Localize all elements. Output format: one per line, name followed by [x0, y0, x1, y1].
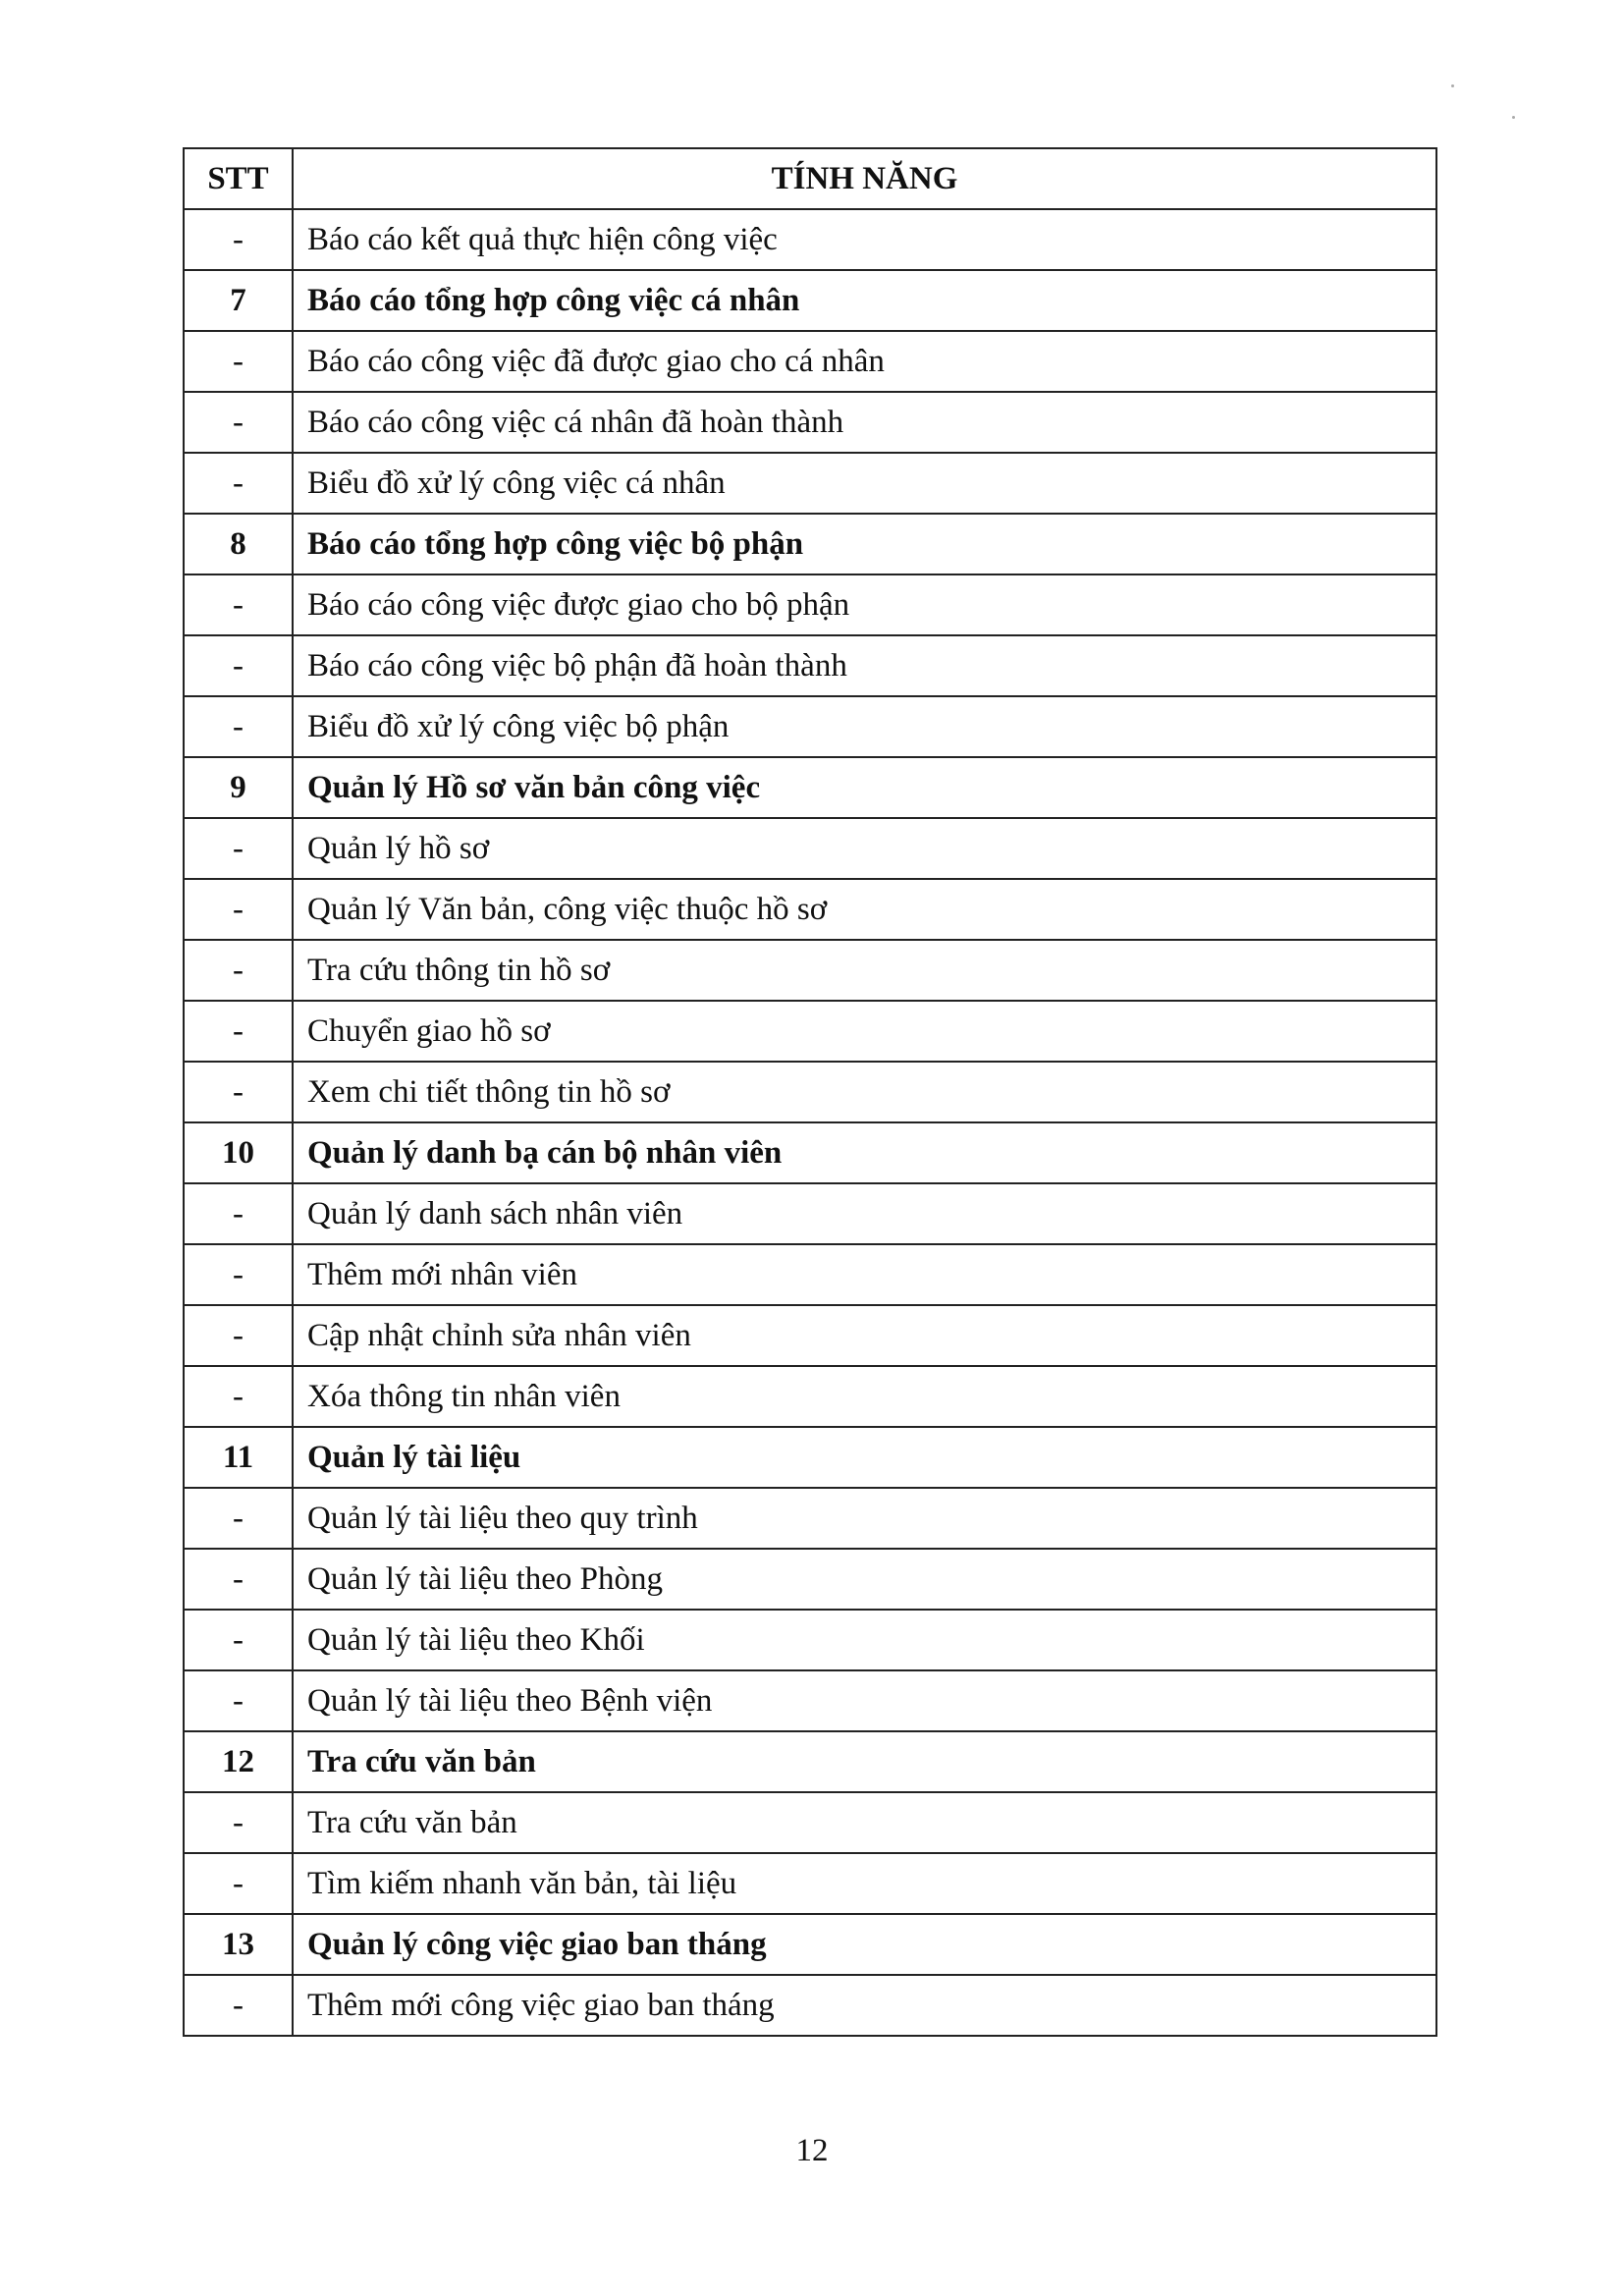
- section-row: [184, 1122, 1436, 1183]
- row-stt: -: [184, 818, 293, 879]
- row-stt: 10: [184, 1122, 293, 1183]
- row-stt: -: [184, 635, 293, 696]
- table-header-row: [184, 148, 1436, 209]
- row-stt: -: [184, 696, 293, 757]
- table-row: [184, 635, 1436, 696]
- row-stt: -: [184, 879, 293, 940]
- section-row: [184, 1427, 1436, 1488]
- table-row: [184, 1305, 1436, 1366]
- scan-speck: [1512, 116, 1515, 119]
- row-stt: 9: [184, 757, 293, 818]
- row-stt: -: [184, 1549, 293, 1610]
- row-feature: Báo cáo tổng hợp công việc bộ phận: [293, 514, 1436, 574]
- table-row: [184, 1183, 1436, 1244]
- header-feature: TÍNH NĂNG: [293, 148, 1436, 209]
- row-feature: Biểu đồ xử lý công việc cá nhân: [293, 453, 1436, 514]
- row-feature: Biểu đồ xử lý công việc bộ phận: [293, 696, 1436, 757]
- row-stt: 12: [184, 1731, 293, 1792]
- row-feature: Quản lý Văn bản, công việc thuộc hồ sơ: [293, 879, 1436, 940]
- row-feature: Quản lý danh bạ cán bộ nhân viên: [293, 1122, 1436, 1183]
- table-row: [184, 1610, 1436, 1670]
- row-feature: Quản lý danh sách nhân viên: [293, 1183, 1436, 1244]
- scan-speck: [1451, 84, 1454, 87]
- row-feature: Báo cáo kết quả thực hiện công việc: [293, 209, 1436, 270]
- row-feature: Quản lý tài liệu theo Bệnh viện: [293, 1670, 1436, 1731]
- row-stt: -: [184, 331, 293, 392]
- table-row: [184, 818, 1436, 879]
- section-row: [184, 757, 1436, 818]
- table-row: [184, 331, 1436, 392]
- table-row: [184, 1670, 1436, 1731]
- row-feature: Báo cáo công việc bộ phận đã hoàn thành: [293, 635, 1436, 696]
- row-feature: Xóa thông tin nhân viên: [293, 1366, 1436, 1427]
- row-stt: -: [184, 209, 293, 270]
- row-stt: 8: [184, 514, 293, 574]
- section-row: [184, 514, 1436, 574]
- table-row: [184, 1001, 1436, 1062]
- row-stt: -: [184, 1001, 293, 1062]
- row-feature: Tra cứu văn bản: [293, 1792, 1436, 1853]
- row-feature: Quản lý tài liệu: [293, 1427, 1436, 1488]
- row-feature: Tìm kiếm nhanh văn bản, tài liệu: [293, 1853, 1436, 1914]
- table-row: [184, 1549, 1436, 1610]
- table-row: [184, 1488, 1436, 1549]
- row-stt: -: [184, 453, 293, 514]
- table-row: [184, 1062, 1436, 1122]
- table-row: [184, 879, 1436, 940]
- table-row: [184, 1975, 1436, 2036]
- row-stt: -: [184, 1366, 293, 1427]
- table-row: [184, 1792, 1436, 1853]
- row-stt: -: [184, 574, 293, 635]
- row-feature: Tra cứu thông tin hồ sơ: [293, 940, 1436, 1001]
- row-stt: -: [184, 1183, 293, 1244]
- row-feature: Thêm mới nhân viên: [293, 1244, 1436, 1305]
- table-row: [184, 1366, 1436, 1427]
- table-row: [184, 209, 1436, 270]
- row-stt: -: [184, 1610, 293, 1670]
- table-row: [184, 940, 1436, 1001]
- row-stt: -: [184, 1305, 293, 1366]
- row-feature: Cập nhật chỉnh sửa nhân viên: [293, 1305, 1436, 1366]
- row-feature: Báo cáo công việc cá nhân đã hoàn thành: [293, 392, 1436, 453]
- row-stt: 11: [184, 1427, 293, 1488]
- row-stt: -: [184, 392, 293, 453]
- table-row: [184, 453, 1436, 514]
- row-feature: Quản lý hồ sơ: [293, 818, 1436, 879]
- row-feature: Báo cáo công việc đã được giao cho cá nhân: [293, 331, 1436, 392]
- table-row: [184, 1244, 1436, 1305]
- section-row: [184, 1731, 1436, 1792]
- page-number: 12: [795, 2133, 829, 2168]
- row-feature: Tra cứu văn bản: [293, 1731, 1436, 1792]
- row-feature: Báo cáo tổng hợp công việc cá nhân: [293, 270, 1436, 331]
- row-feature: Quản lý tài liệu theo Phòng: [293, 1549, 1436, 1610]
- features-table: [183, 147, 1437, 2037]
- row-stt: -: [184, 1670, 293, 1731]
- row-feature: Quản lý tài liệu theo Khối: [293, 1610, 1436, 1670]
- section-row: [184, 270, 1436, 331]
- row-stt: 13: [184, 1914, 293, 1975]
- row-feature: Chuyển giao hồ sơ: [293, 1001, 1436, 1062]
- row-feature: Quản lý Hồ sơ văn bản công việc: [293, 757, 1436, 818]
- table-row: [184, 696, 1436, 757]
- row-feature: Báo cáo công việc được giao cho bộ phận: [293, 574, 1436, 635]
- row-stt: -: [184, 1792, 293, 1853]
- row-stt: -: [184, 1853, 293, 1914]
- row-feature: Thêm mới công việc giao ban tháng: [293, 1975, 1436, 2036]
- table-row: [184, 574, 1436, 635]
- header-stt: STT: [184, 148, 293, 209]
- row-stt: -: [184, 1062, 293, 1122]
- row-feature: Quản lý công việc giao ban tháng: [293, 1914, 1436, 1975]
- section-row: [184, 1914, 1436, 1975]
- table-row: [184, 392, 1436, 453]
- row-stt: -: [184, 1244, 293, 1305]
- row-stt: -: [184, 1488, 293, 1549]
- row-stt: 7: [184, 270, 293, 331]
- table-body: [184, 209, 1436, 2036]
- row-feature: Quản lý tài liệu theo quy trình: [293, 1488, 1436, 1549]
- table-row: [184, 1853, 1436, 1914]
- row-feature: Xem chi tiết thông tin hồ sơ: [293, 1062, 1436, 1122]
- row-stt: -: [184, 1975, 293, 2036]
- row-stt: -: [184, 940, 293, 1001]
